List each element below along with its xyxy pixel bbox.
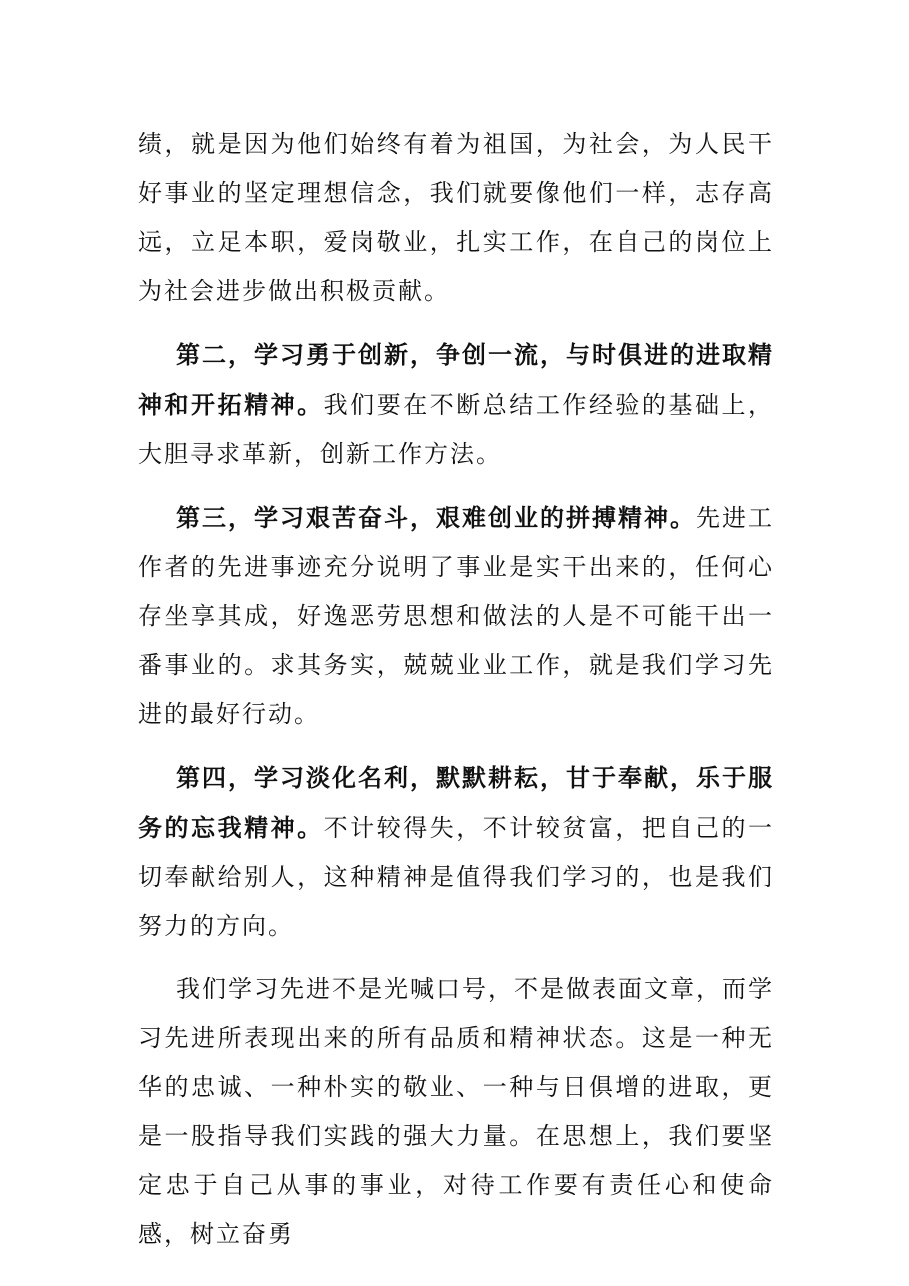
paragraph-text: 我们要在不断总结工作经验的基础上，大胆寻求革新，创新工作方法。 bbox=[138, 391, 775, 468]
paragraph-continuation bbox=[138, 120, 774, 316]
paragraph-point-four bbox=[138, 753, 774, 951]
paragraph-text: 先进工作者的先进事迹充分说明了事业是实干出来的，任何心存坐享其成，好逸恶劳思想和做法的人是不可能干出一番事业的。求其务实，兢兢业业工作，就是我们学习先进的最好行动。 bbox=[138, 504, 774, 728]
paragraph-point-two bbox=[138, 330, 774, 479]
paragraph-summary bbox=[138, 965, 774, 1259]
paragraph-point-three bbox=[138, 493, 774, 739]
paragraph-text: 绩，就是因为他们始终有着为祖国，为社会，为人民干好事业的坚定理想信念，我们就要像他们一样，志存高远，立足本职，爱岗敬业，扎实工作，在自己的岗位上为社会进步做出积极贡献。 bbox=[138, 130, 774, 305]
paragraph-text: 不计较得失，不计较贫富，把自己的一切奉献给别人，这种精神是值得我们学习的，也是我们努力的方向。 bbox=[138, 814, 775, 940]
document-body bbox=[138, 120, 774, 1273]
paragraph-text: 我们学习先进不是光喊口号，不是做表面文章，而学习先进所表现出来的所有品质和精神状态。这是一种无华的忠诚、一种朴实的敬业、一种与日俱增的进取，更是一股指导我们实践的强大力量。在思想上，我们要坚定忠于自己从事的事业，对待工作要有责任心和使命感，树立奋勇 bbox=[138, 975, 774, 1248]
paragraph-lead: 第四，学习淡化名利，默默耕耘，甘于奉献，乐于服务的忘我精神。 bbox=[138, 763, 774, 842]
paragraph-lead: 第三，学习艰苦奋斗，艰难创业的拼搏精神。 bbox=[176, 503, 696, 532]
paragraph-lead: 第二，学习勇于创新，争创一流，与时俱进的进取精神和开拓精神。 bbox=[138, 340, 774, 419]
